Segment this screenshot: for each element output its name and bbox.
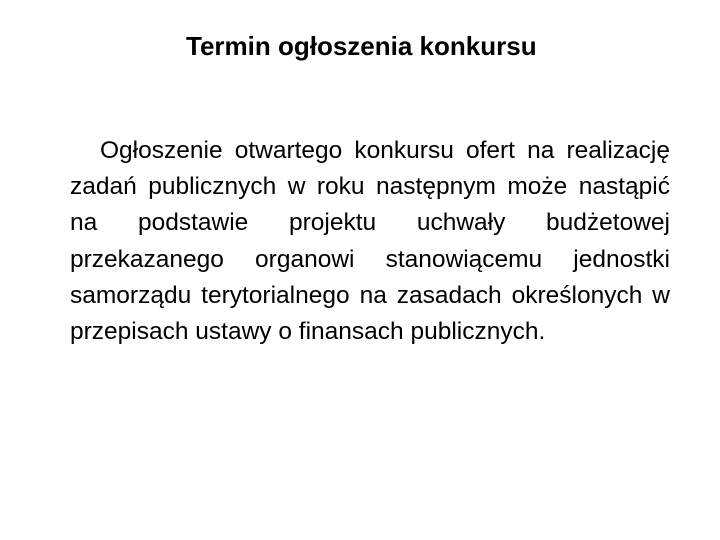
slide-body-text: Ogłoszenie otwartego konkursu ofert na realizację zadań publicznych w roku następnym może nastąpić na podstawie projektu uchwały budżetowej przekazanego organowi stanowiącemu jednostki samorządu terytorialnego na zasadach określonych w przepisach ustawy o finansach publicznych. [70,137,670,346]
slide-title: Termin ogłoszenia konkursu [186,31,537,61]
